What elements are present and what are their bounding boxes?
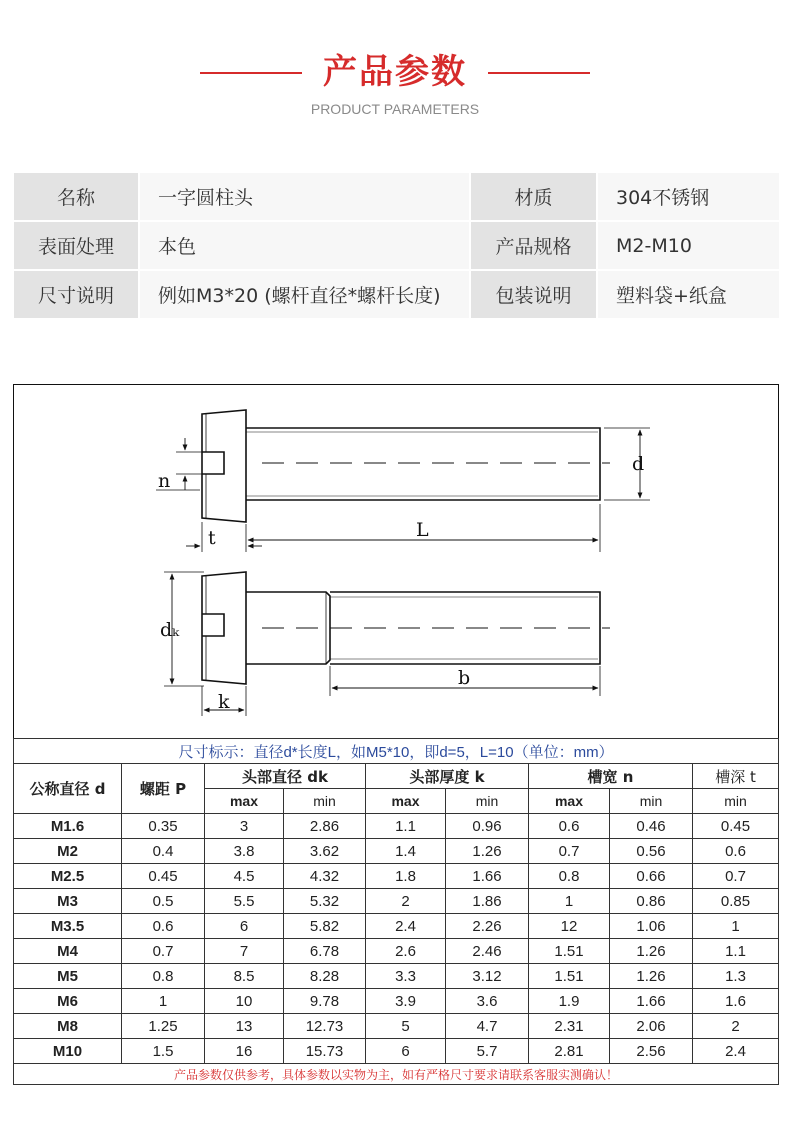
- value-cell: 0.85: [693, 889, 779, 914]
- param-value-material: 304不锈钢: [597, 172, 780, 221]
- value-cell: 7: [205, 939, 284, 964]
- value-cell: 13: [205, 1014, 284, 1039]
- head-outline-top: [202, 410, 246, 522]
- value-cell: 6.78: [284, 939, 366, 964]
- page-subtitle: PRODUCT PARAMETERS: [310, 101, 480, 117]
- value-cell: 3.3: [366, 964, 446, 989]
- value-cell: 9.78: [284, 989, 366, 1014]
- value-cell: 2.56: [610, 1039, 693, 1064]
- value-cell: 4.7: [446, 1014, 529, 1039]
- value-cell: 4.5: [205, 864, 284, 889]
- value-cell: 3.12: [446, 964, 529, 989]
- header-nominal-diameter: 公称直径 d: [14, 764, 122, 814]
- table-row: [14, 989, 779, 1014]
- value-cell: 8.5: [205, 964, 284, 989]
- param-value-packaging: 塑料袋+纸盒: [597, 270, 780, 319]
- header-right-rule: [488, 72, 590, 74]
- value-cell: 12.73: [284, 1014, 366, 1039]
- value-cell: 1: [122, 989, 205, 1014]
- table-row: [14, 814, 779, 839]
- value-cell: 4.32: [284, 864, 366, 889]
- param-value-size-note: 例如M3*20 (螺杆直径*螺杆长度): [139, 270, 470, 319]
- value-cell: 0.7: [122, 939, 205, 964]
- value-cell: 0.45: [693, 814, 779, 839]
- dim-label-k: k: [218, 691, 230, 713]
- param-label-name: 名称: [13, 172, 139, 221]
- spec-footer-row: [14, 1064, 779, 1085]
- param-label-material: 材质: [470, 172, 597, 221]
- table-row: [14, 1039, 779, 1064]
- value-cell: 1.66: [610, 989, 693, 1014]
- value-cell: 6: [205, 914, 284, 939]
- value-cell: 1.25: [122, 1014, 205, 1039]
- value-cell: 0.8: [529, 864, 610, 889]
- value-cell: 0.5: [122, 889, 205, 914]
- param-value-finish: 本色: [139, 221, 470, 270]
- value-cell: 0.6: [529, 814, 610, 839]
- spec-header-row: [14, 764, 779, 789]
- value-cell: 16: [205, 1039, 284, 1064]
- param-value-spec: M2-M10: [597, 221, 780, 270]
- value-cell: 1.26: [610, 939, 693, 964]
- value-cell: 3.8: [205, 839, 284, 864]
- value-cell: 3: [205, 814, 284, 839]
- value-cell: 2.26: [446, 914, 529, 939]
- size-cell: M3: [14, 889, 122, 914]
- table-row: [14, 914, 779, 939]
- param-label-packaging: 包装说明: [470, 270, 597, 319]
- table-row: [14, 939, 779, 964]
- value-cell: 3.62: [284, 839, 366, 864]
- value-cell: 0.35: [122, 814, 205, 839]
- value-cell: 5.5: [205, 889, 284, 914]
- dim-label-t: t: [208, 527, 216, 549]
- size-cell: M6: [14, 989, 122, 1014]
- value-cell: 12: [529, 914, 610, 939]
- table-row: [14, 964, 779, 989]
- value-cell: 1.4: [366, 839, 446, 864]
- value-cell: 0.7: [693, 864, 779, 889]
- value-cell: 0.56: [610, 839, 693, 864]
- value-cell: 1.6: [693, 989, 779, 1014]
- value-cell: 2.06: [610, 1014, 693, 1039]
- param-label-finish: 表面处理: [13, 221, 139, 270]
- value-cell: 5.7: [446, 1039, 529, 1064]
- value-cell: 5.32: [284, 889, 366, 914]
- size-cell: M10: [14, 1039, 122, 1064]
- value-cell: 2.46: [446, 939, 529, 964]
- dim-label-b: b: [458, 667, 471, 689]
- subheader-min: min: [610, 789, 693, 814]
- table-row: [14, 839, 779, 864]
- value-cell: 1.66: [446, 864, 529, 889]
- value-cell: 1.8: [366, 864, 446, 889]
- screw-technical-drawing: [0, 384, 790, 738]
- value-cell: 0.46: [610, 814, 693, 839]
- params-row: [13, 221, 780, 270]
- value-cell: 1.1: [693, 939, 779, 964]
- subheader-min: min: [693, 789, 779, 814]
- value-cell: 0.6: [122, 914, 205, 939]
- value-cell: 0.6: [693, 839, 779, 864]
- value-cell: 1: [693, 914, 779, 939]
- dim-label-n: n: [158, 470, 171, 492]
- table-row: [14, 1014, 779, 1039]
- value-cell: 1: [529, 889, 610, 914]
- value-cell: 2.86: [284, 814, 366, 839]
- size-cell: M2.5: [14, 864, 122, 889]
- page-title: 产品参数: [323, 52, 467, 92]
- param-value-name: 一字圆柱头: [139, 172, 470, 221]
- size-cell: M4: [14, 939, 122, 964]
- value-cell: 0.86: [610, 889, 693, 914]
- product-params-table: [12, 171, 781, 320]
- value-cell: 10: [205, 989, 284, 1014]
- value-cell: 0.4: [122, 839, 205, 864]
- value-cell: 0.7: [529, 839, 610, 864]
- value-cell: 5.82: [284, 914, 366, 939]
- header-head-thickness: 头部厚度 k: [366, 764, 529, 789]
- value-cell: 2.4: [366, 914, 446, 939]
- value-cell: 1.5: [122, 1039, 205, 1064]
- subheader-max: max: [529, 789, 610, 814]
- dim-label-L: L: [416, 519, 429, 541]
- value-cell: 1.51: [529, 964, 610, 989]
- value-cell: 2.4: [693, 1039, 779, 1064]
- size-notation-note: 尺寸标示：直径d*长度L，如M5*10，即d=5，L=10（单位：mm）: [14, 739, 779, 764]
- value-cell: 0.45: [122, 864, 205, 889]
- size-cell: M1.6: [14, 814, 122, 839]
- value-cell: 6: [366, 1039, 446, 1064]
- value-cell: 2.6: [366, 939, 446, 964]
- subheader-max: max: [366, 789, 446, 814]
- subheader-max: max: [205, 789, 284, 814]
- header-head-diameter: 头部直径 dk: [205, 764, 366, 789]
- param-label-spec: 产品规格: [470, 221, 597, 270]
- value-cell: 1.3: [693, 964, 779, 989]
- disclaimer-note: 产品参数仅供参考，具体参数以实物为主，如有严格尺寸要求请联系客服实测确认！: [14, 1064, 779, 1085]
- value-cell: 1.86: [446, 889, 529, 914]
- size-cell: M3.5: [14, 914, 122, 939]
- value-cell: 1.9: [529, 989, 610, 1014]
- size-cell: M5: [14, 964, 122, 989]
- value-cell: 15.73: [284, 1039, 366, 1064]
- header-slot-depth: 槽深 t: [693, 764, 779, 789]
- size-cell: M8: [14, 1014, 122, 1039]
- subheader-min: min: [284, 789, 366, 814]
- value-cell: 0.8: [122, 964, 205, 989]
- value-cell: 1.1: [366, 814, 446, 839]
- header-slot-width: 槽宽 n: [529, 764, 693, 789]
- value-cell: 0.96: [446, 814, 529, 839]
- value-cell: 2.81: [529, 1039, 610, 1064]
- params-row: [13, 270, 780, 319]
- value-cell: 1.26: [446, 839, 529, 864]
- dim-label-dk: dₖ: [160, 619, 180, 641]
- value-cell: 2: [693, 1014, 779, 1039]
- value-cell: 1.06: [610, 914, 693, 939]
- value-cell: 3.6: [446, 989, 529, 1014]
- value-cell: 0.66: [610, 864, 693, 889]
- value-cell: 2.31: [529, 1014, 610, 1039]
- value-cell: 3.9: [366, 989, 446, 1014]
- header-pitch: 螺距 P: [122, 764, 205, 814]
- params-row: [13, 172, 780, 221]
- dimension-spec-table: [13, 738, 779, 1085]
- value-cell: 8.28: [284, 964, 366, 989]
- table-row: [14, 864, 779, 889]
- value-cell: 2: [366, 889, 446, 914]
- size-cell: M2: [14, 839, 122, 864]
- spec-note-row: [14, 739, 779, 764]
- head-outline-bottom: [202, 572, 246, 684]
- value-cell: 5: [366, 1014, 446, 1039]
- value-cell: 1.26: [610, 964, 693, 989]
- subheader-min: min: [446, 789, 529, 814]
- param-label-size-note: 尺寸说明: [13, 270, 139, 319]
- shank-outline-top: [246, 428, 600, 500]
- value-cell: 1.51: [529, 939, 610, 964]
- table-row: [14, 889, 779, 914]
- dim-label-d: d: [632, 453, 645, 475]
